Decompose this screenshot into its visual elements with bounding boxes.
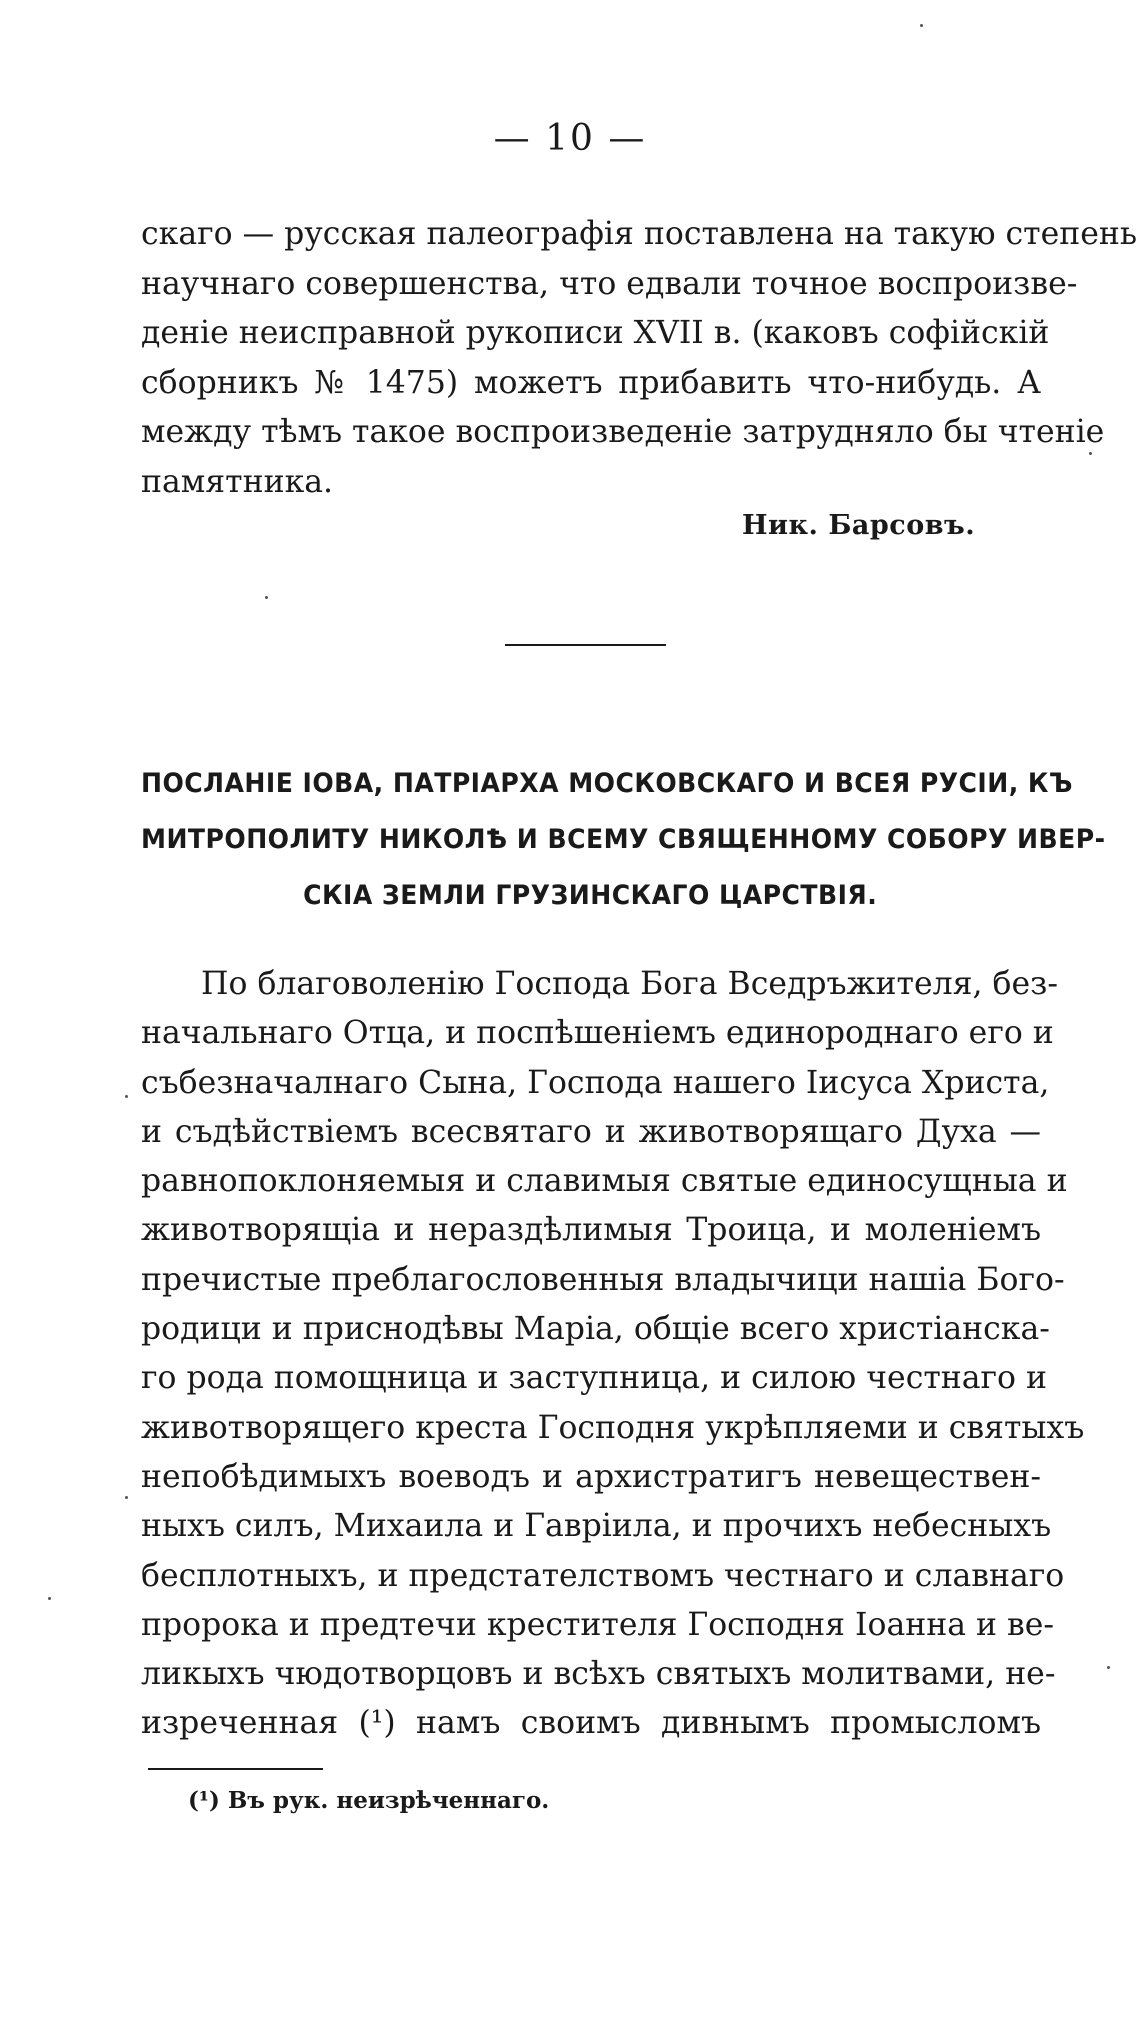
text-line: деніе неисправной рукописи XVII в. (каковъ софійскій [141,315,1050,351]
text-line: го рода помощница и заступница, и силою честнаго и [141,1360,1048,1397]
scan-speck [265,596,268,599]
title-line: ПОСЛАНІЕ ІОВА, ПАТРІАРХА МОСКОВСКАГО И ВСЕЯ РУСІИ, КЪ [141,768,1073,799]
text-line: ликыхъ чюдотворцовъ и всѣхъ святыхъ молитвами, не- [141,1656,1056,1693]
scan-speck [1089,452,1092,455]
footnote: (¹) Въ рук. неизрѣченнаго. [188,1787,550,1814]
scan-speck [125,1095,128,1098]
page-number: — 10 — [493,118,647,159]
intro-paragraph [141,210,1138,507]
epistle-body [141,960,1085,1749]
text-line: скаго — русская палеографія поставлена на такую степень [141,216,1138,252]
text-line: памятника. [141,463,334,500]
text-line: между тѣмъ такое воспроизведеніе затрудняло бы чтеніе [141,414,1105,450]
scan-speck [920,24,923,27]
text-line: пророка и предтечи крестителя Господня Іоанна и ве- [141,1606,1055,1643]
text-line: ныхъ силъ, Михаила и Гавріила, и прочихъ небесныхъ [141,1508,1052,1545]
text-line: сборникъ № 1475) можетъ прибавить что-нибудь. А [141,364,1041,401]
text-line: равнопоклоняемыя и славимыя святые единосущныа и [141,1163,1068,1200]
text-line: непобѣдимыхъ воеводъ и архистратигъ невеществен- [141,1458,1041,1495]
title-line: МИТРОПОЛИТУ НИКОЛѢ И ВСЕМУ СВЯЩЕННОМУ СОБОРУ ИВЕР- [141,824,1106,855]
author-signature: Ник. Барсовъ. [742,510,976,541]
text-line: научнаго совершенства, что едвали точное воспроизве- [141,265,1078,302]
footnote-rule [148,1768,323,1770]
text-line: родици и приснодѣвы Маріа, общіе всего христіанска- [141,1311,1050,1348]
text-line: животворящего креста Господня укрѣпляеми и святыхъ [141,1409,1085,1446]
scan-speck [48,1597,51,1600]
scan-speck [1107,1666,1110,1669]
scan-speck [125,1496,128,1499]
text-line: пречистые преблагословенныя владычици нашіа Бого- [141,1261,1065,1298]
text-line: По благоволенію Господа Бога Вседръжителя, без- [201,966,1058,1002]
epistle-title [141,756,1106,924]
title-line: СКІА ЗЕМЛИ ГРУЗИНСКАГО ЦАРСТВІЯ. [303,880,878,911]
section-divider [505,644,666,646]
text-line: изреченная (¹) намъ своимъ дивнымъ промысломъ [141,1705,1041,1742]
text-line: и съдѣйствіемъ всесвятаго и животворящаго Духа — [141,1113,1041,1150]
text-line: животворящіа и нераздѣлимыя Троица, и моленіемъ [141,1212,1041,1249]
text-line: начальнаго Отца, и поспѣшеніемъ единороднаго его и [141,1015,1054,1052]
text-line: събезначалнаго Сына, Господа нашего Іисуса Христа, [141,1064,1050,1101]
text-line: бесплотныхъ, и предстателствомъ честнаго и славнаго [141,1557,1065,1594]
